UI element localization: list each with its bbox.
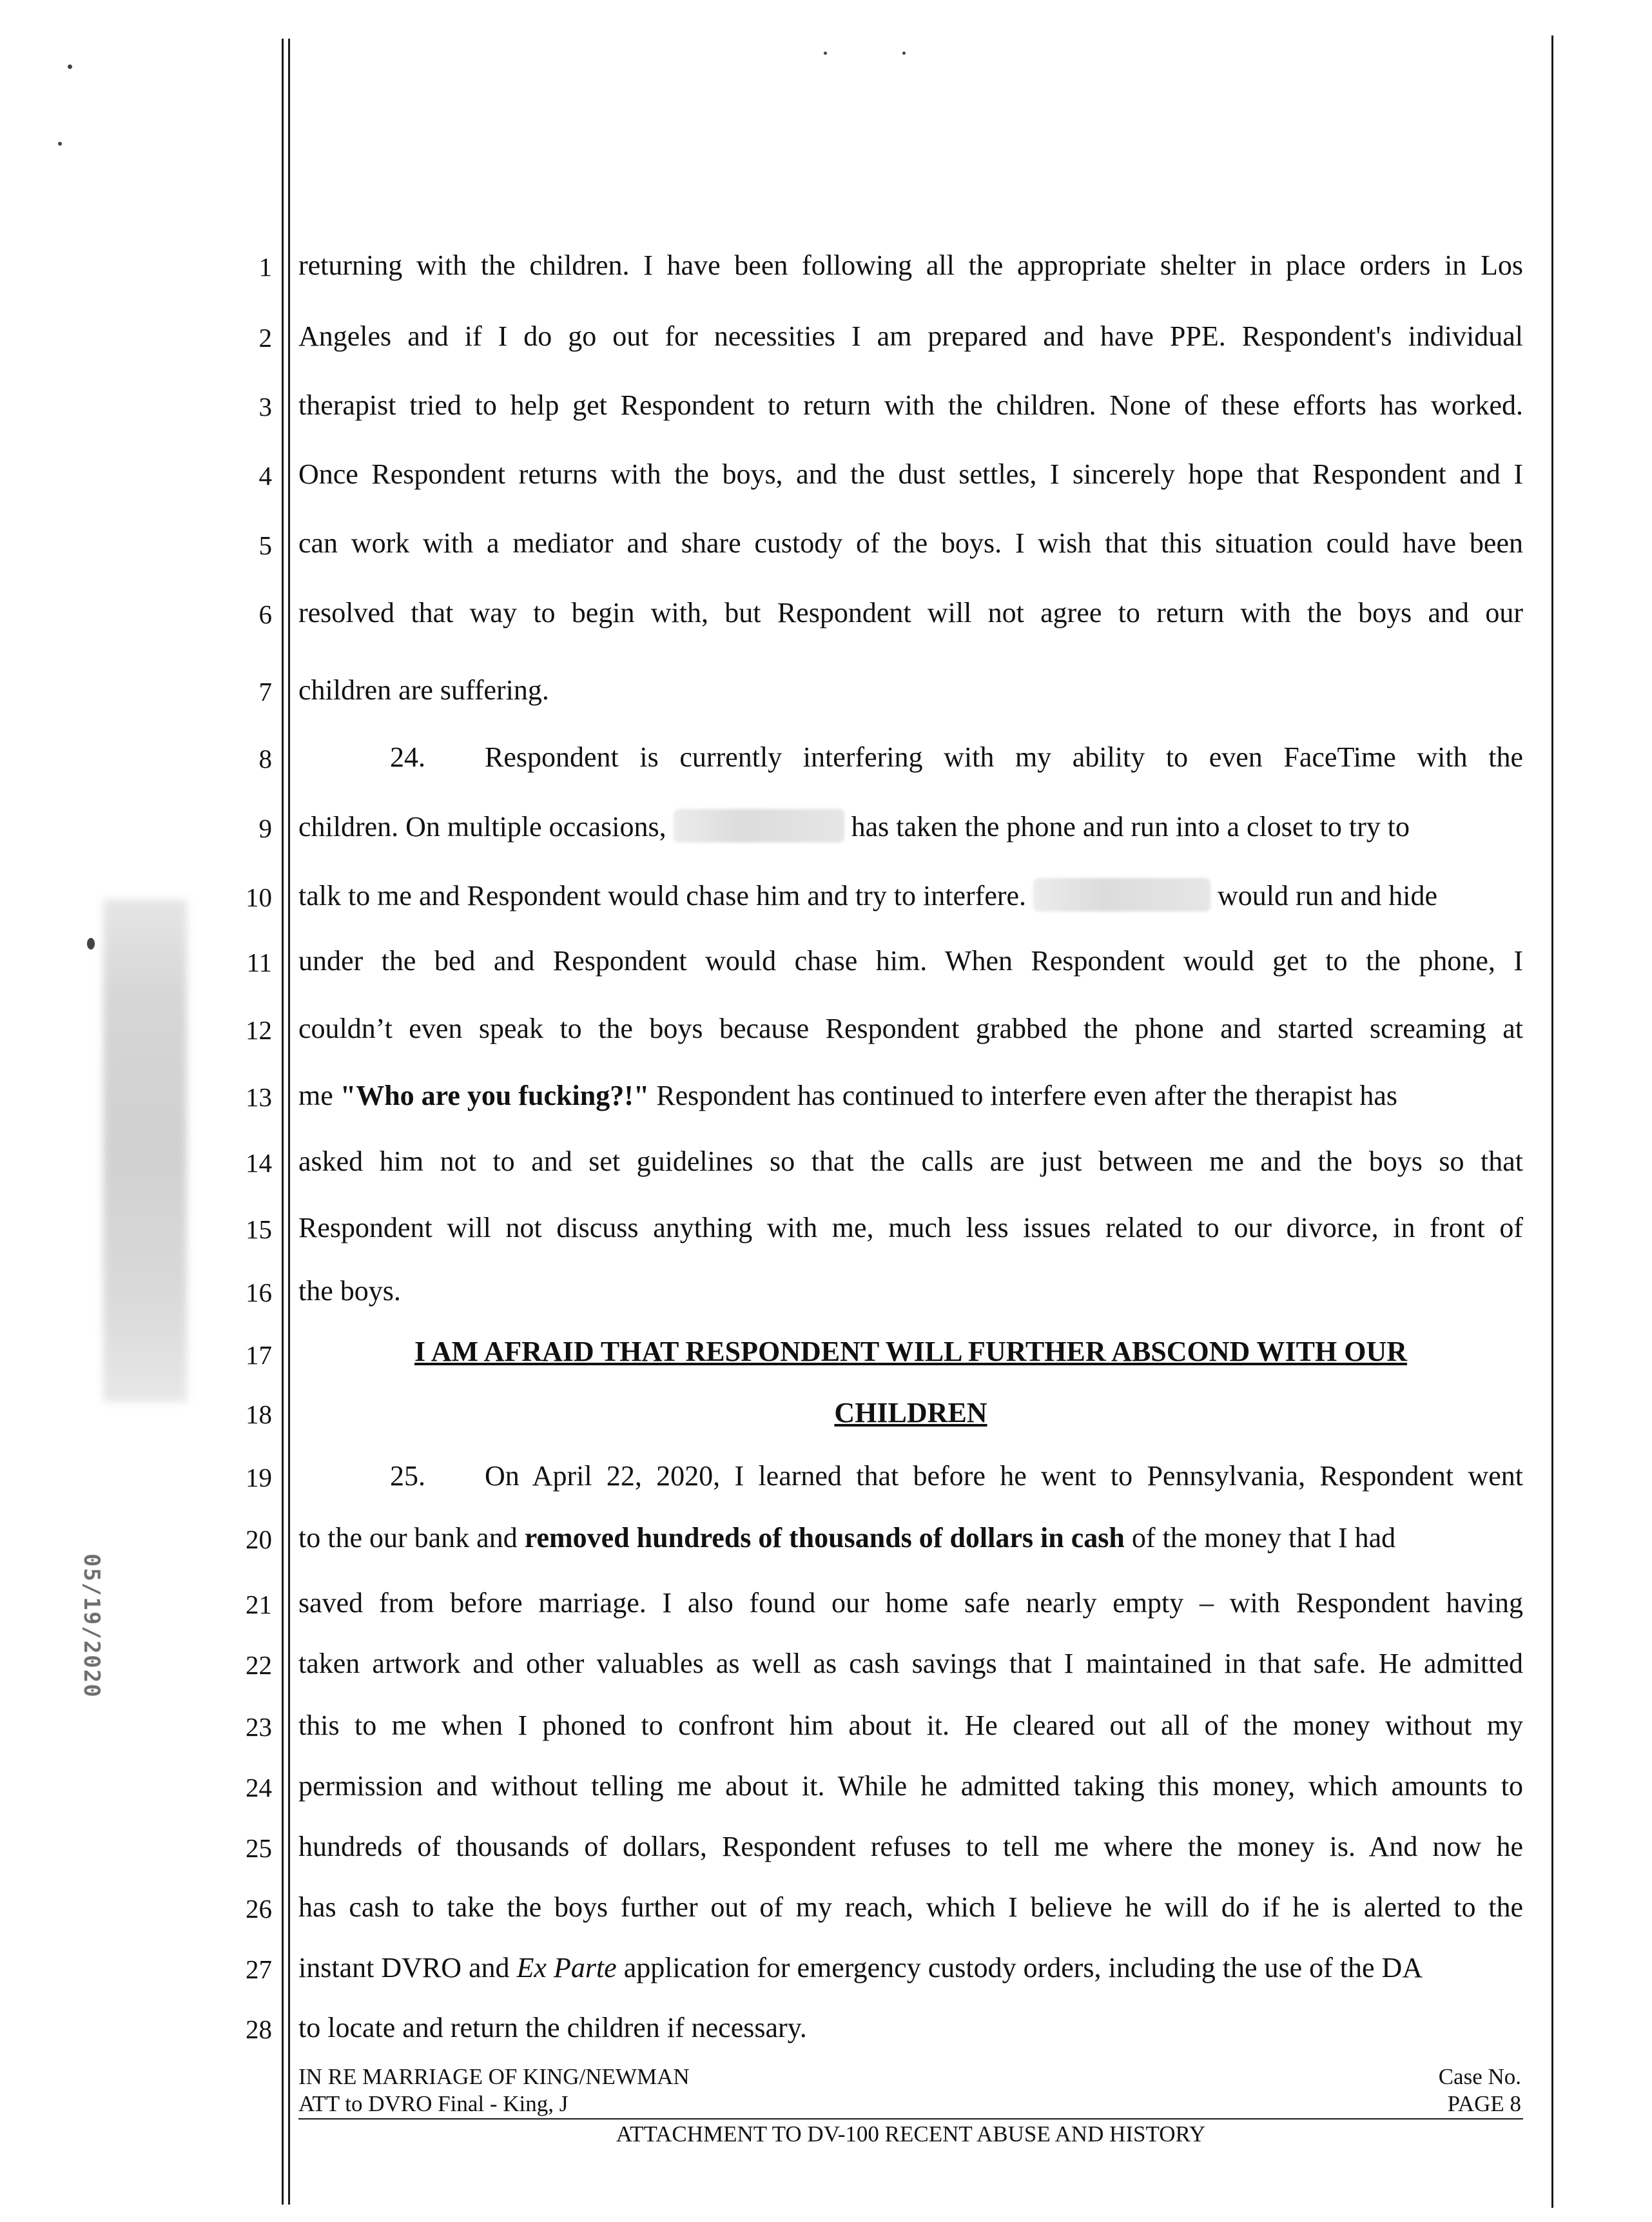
line-number: 13 xyxy=(246,1082,272,1112)
body-text: of the money that I had xyxy=(1131,1522,1396,1554)
scan-speck xyxy=(902,52,906,55)
line-number: 25 xyxy=(246,1833,272,1863)
left-margin-rule-inner xyxy=(288,39,290,2205)
body-line: to locate and return the children if necessary. xyxy=(298,2012,807,2043)
body-text: me xyxy=(298,1080,333,1111)
scan-speck xyxy=(824,52,827,55)
scan-speck xyxy=(58,142,62,146)
line-number: 8 xyxy=(258,744,272,774)
line-number: 26 xyxy=(246,1894,272,1924)
line-number: 20 xyxy=(246,1525,272,1554)
line-number: 4 xyxy=(258,461,272,491)
line-number: 12 xyxy=(246,1015,272,1045)
line-number: 19 xyxy=(246,1463,272,1492)
body-line: hundreds of thousands of dollars, Respondent refuses to tell me where the money is. And now he xyxy=(298,1831,1523,1862)
line-number: 5 xyxy=(258,531,272,560)
line-number: 3 xyxy=(258,392,272,422)
line-number: 22 xyxy=(246,1650,272,1680)
paragraph-number: 24. xyxy=(390,741,425,773)
body-line xyxy=(298,1078,1523,1114)
body-line: resolved that way to begin with, but Respondent will not agree to return with the boys and our xyxy=(298,597,1523,629)
right-margin-rule xyxy=(1551,35,1553,2208)
filing-date-stamp: 05/19/2020 xyxy=(79,1554,104,1699)
paragraph-number: 25. xyxy=(390,1460,425,1492)
line-number: 18 xyxy=(246,1399,272,1429)
line-number: 17 xyxy=(246,1340,272,1370)
body-line xyxy=(298,809,1523,845)
redacted-side-margin-note xyxy=(103,899,187,1402)
footer-page-number: PAGE 8 xyxy=(1447,2091,1521,2116)
body-line: taken artwork and other valuables as well as cash savings that I maintained in that safe. He admitted xyxy=(298,1648,1523,1679)
left-margin-rule-outer xyxy=(282,39,284,2205)
body-line: this to me when I phoned to confront him about it. He cleared out all of the money without my xyxy=(298,1710,1523,1741)
footer-case-number: Case No. xyxy=(1438,2064,1521,2089)
body-line: can work with a mediator and share custody of the boys. I wish that this situation could have been xyxy=(298,527,1523,559)
line-number: 9 xyxy=(258,814,272,843)
line-number: 23 xyxy=(246,1712,272,1742)
body-line: saved from before marriage. I also found our home safe nearly empty – with Respondent having xyxy=(298,1587,1523,1619)
footer-document-name: ATT to DVRO Final - King, J xyxy=(298,2091,568,2116)
line-number: 14 xyxy=(246,1148,272,1178)
line-number: 21 xyxy=(246,1590,272,1619)
section-heading: CHILDREN xyxy=(834,1397,987,1428)
body-text: Respondent has continued to interfere even after the therapist has xyxy=(656,1080,1397,1111)
body-line xyxy=(298,1520,1523,1556)
body-line: Angeles and if I do go out for necessities I am prepared and have PPE. Respondent's individual xyxy=(298,320,1523,352)
body-line: couldn’t even speak to the boys because Respondent grabbed the phone and started screaming at xyxy=(298,1013,1523,1044)
emphasized-text: removed hundreds of thousands of dollars in cash xyxy=(524,1522,1125,1554)
body-text: talk to me and Respondent would chase him and try to interfere. xyxy=(298,880,1027,911)
body-line: permission and without telling me about it. While he admitted taking this money, which amounts to xyxy=(298,1770,1523,1802)
body-line: Respondent will not discuss anything with me, much less issues related to our divorce, in front of xyxy=(298,1212,1523,1243)
body-text: would run and hide xyxy=(1218,880,1437,911)
line-number: 6 xyxy=(258,599,272,629)
body-line: Respondent is currently interfering with my ability to even FaceTime with the xyxy=(485,741,1523,773)
body-text: application for emergency custody orders, including the use of the DA xyxy=(623,1952,1423,1983)
line-number: 15 xyxy=(246,1214,272,1244)
body-text: has taken the phone and run into a closet to try to xyxy=(851,811,1410,843)
line-number: 16 xyxy=(246,1278,272,1307)
body-text: children. On multiple occasions, xyxy=(298,811,666,843)
body-line xyxy=(298,878,1523,914)
footer-attachment-title: ATTACHMENT TO DV-100 RECENT ABUSE AND HISTORY xyxy=(616,2121,1206,2147)
section-heading: I AM AFRAID THAT RESPONDENT WILL FURTHER ABSCOND WITH OUR xyxy=(414,1336,1407,1367)
redacted-name xyxy=(674,809,844,843)
footer-case-title: IN RE MARRIAGE OF KING/NEWMAN xyxy=(298,2064,690,2089)
body-line: Once Respondent returns with the boys, and the dust settles, I sincerely hope that Respondent and I xyxy=(298,458,1523,490)
line-number: 10 xyxy=(246,882,272,912)
body-line: the boys. xyxy=(298,1275,401,1307)
body-line: has cash to take the boys further out of my reach, which I believe he will do if he is alerted to the xyxy=(298,1891,1523,1923)
body-line xyxy=(298,1950,1523,1986)
body-text: instant DVRO and xyxy=(298,1952,510,1983)
italic-term: Ex Parte xyxy=(516,1952,617,1983)
redacted-name xyxy=(1033,878,1210,911)
line-number: 27 xyxy=(246,1954,272,1984)
body-line: under the bed and Respondent would chase him. When Respondent would get to the phone, I xyxy=(298,945,1523,977)
quoted-statement: "Who are you fucking?!" xyxy=(340,1080,650,1111)
body-line: asked him not to and set guidelines so that the calls are just between me and the boys so that xyxy=(298,1145,1523,1177)
body-line: therapist tried to help get Respondent to return with the children. None of these efforts has worked. xyxy=(298,389,1523,421)
line-number: 1 xyxy=(258,252,272,282)
scan-speck xyxy=(68,64,72,69)
scan-speck xyxy=(87,938,95,950)
body-text: to the our bank and xyxy=(298,1522,518,1554)
line-number: 11 xyxy=(246,948,272,977)
line-number: 24 xyxy=(246,1773,272,1802)
body-line: returning with the children. I have been following all the appropriate shelter in place orders in Los xyxy=(298,249,1523,281)
line-number: 28 xyxy=(246,2014,272,2044)
body-line: On April 22, 2020, I learned that before he went to Pennsylvania, Respondent went xyxy=(485,1460,1523,1492)
body-line: children are suffering. xyxy=(298,674,549,706)
footer-rule xyxy=(298,2118,1523,2120)
line-number: 2 xyxy=(258,323,272,353)
line-number: 7 xyxy=(258,677,272,707)
